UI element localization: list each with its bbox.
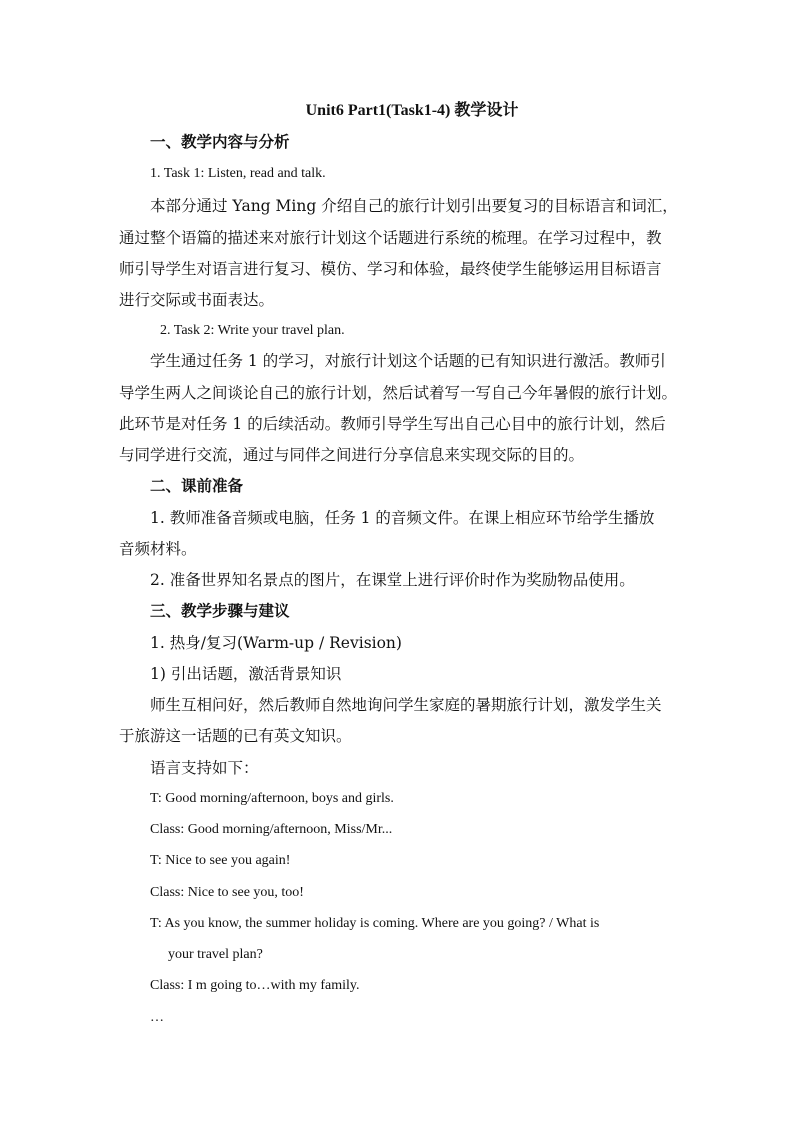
task-2-label: 2. Task 2: Write your travel plan. <box>160 323 345 338</box>
ellipsis-text: … <box>150 1010 164 1025</box>
paragraph-2-line-3: 此环节是对任务 1 的后续活动。教师引导学生写出自己心目中的旅行计划，然后 <box>119 415 666 433</box>
paragraph-3-line-1: 师生互相问好，然后教师自然地询问学生家庭的暑期旅行计划，激发学生关 <box>150 696 662 714</box>
dialogue-line-6: Class: I m going to…with my family. <box>150 978 360 993</box>
step-1-1-label: 1) 引出话题，激活背景知识 <box>150 665 342 683</box>
step-1-label: 1. 热身/复习(Warm-up / Revision) <box>150 634 402 652</box>
dialogue-line-2: Class: Good morning/afternoon, Miss/Mr... <box>150 822 393 837</box>
dialogue-line-1: T: Good morning/afternoon, boys and girls. <box>150 791 394 806</box>
prep-item-1-line-2: 音频材料。 <box>119 540 197 558</box>
prep-item-2: 2. 准备世界知名景点的图片，在课堂上进行评价时作为奖励物品使用。 <box>150 571 635 589</box>
paragraph-1-line-1: 本部分通过 Yang Ming 介绍自己的旅行计划引出要复习的目标语言和词汇， <box>150 197 678 215</box>
section-heading-2: 二、课前准备 <box>150 477 244 495</box>
task-1-label: 1. Task 1: Listen, read and talk. <box>150 166 326 181</box>
paragraph-1-line-4: 进行交际或书面表达。 <box>119 291 275 309</box>
paragraph-2-line-1: 学生通过任务 1 的学习，对旅行计划这个话题的已有知识进行激活。教师引 <box>150 352 666 370</box>
language-support-label: 语言支持如下： <box>150 759 259 777</box>
dialogue-line-5: T: As you know, the summer holiday is coming. Where are you going? / What is <box>150 916 600 931</box>
dialogue-line-5-cont: your travel plan? <box>168 947 263 962</box>
paragraph-3-line-2: 于旅游这一话题的已有英文知识。 <box>119 727 352 745</box>
paragraph-1-line-3: 师引导学生对语言进行复习、模仿、学习和体验，最终使学生能够运用目标语言 <box>119 260 662 278</box>
prep-item-1-line-1: 1. 教师准备音频或电脑，任务 1 的音频文件。在课上相应环节给学生播放 <box>150 509 655 527</box>
page-title: Unit6 Part1(Task1-4) 教学设计 <box>305 102 519 119</box>
section-heading-1: 一、教学内容与分析 <box>150 133 290 151</box>
dialogue-line-4: Class: Nice to see you, too! <box>150 885 304 900</box>
paragraph-2-line-2: 导学生两人之间谈论自己的旅行计划，然后试着写一写自己今年暑假的旅行计划。 <box>119 384 678 402</box>
paragraph-2-line-4: 与同学进行交流，通过与同伴之间进行分享信息来实现交际的目的。 <box>119 446 585 464</box>
dialogue-line-3: T: Nice to see you again! <box>150 853 291 868</box>
section-heading-3: 三、教学步骤与建议 <box>150 602 290 620</box>
paragraph-1-line-2: 通过整个语篇的描述来对旅行计划这个话题进行系统的梳理。在学习过程中，教 <box>119 229 662 247</box>
